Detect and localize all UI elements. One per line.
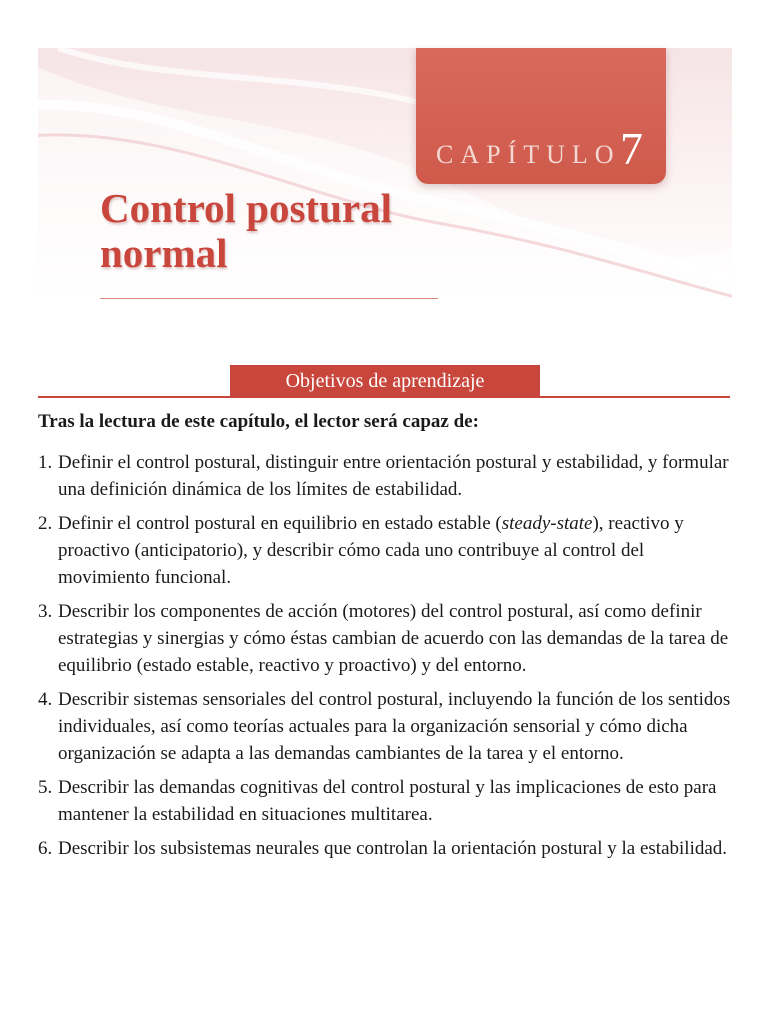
objective-number: 6. [38,838,53,859]
objective-number: 5. [38,777,53,798]
objective-text: Describir sistemas sensoriales del control postural, incluyendo la función de los sentidos individuales, así como teorías actuales para la organización sensorial y cómo dicha organización se adapta a las demandas cambiantes de la tarea y el entorno. [58,689,731,764]
objectives-intro: Tras la lectura de este capítulo, el lector será capaz de: [38,411,479,432]
objective-item-2 [38,510,738,591]
objective-number: 3. [38,601,53,622]
chapter-number: 7 [620,123,643,174]
objective-item-6 [38,835,738,862]
objective-text: Definir el control postural, distinguir entre orientación postural y estabilidad, y formular una definición dinámica de los límites de estabilidad. [58,452,729,500]
chapter-title-line-2: normal [100,230,228,276]
objective-text: Describir las demandas cognitivas del control postural y las implicaciones de esto para mantener la estabilidad en situaciones multitarea. [58,777,717,825]
objective-number: 2. [38,513,53,534]
objective-item-1 [38,449,738,503]
objective-item-3 [38,598,738,679]
objective-item-4 [38,686,738,767]
objective-text-end: ), reactivo y proactivo (anticipatorio), y describir cómo cada uno contribuye al control del movimiento funcional. [58,513,684,588]
objective-item-5 [38,774,738,828]
objectives-list [38,449,738,869]
objective-text-italic: steady-state [501,513,593,534]
chapter-title [100,186,392,276]
objective-number: 1. [38,452,53,473]
chapter-label: CAPÍTULO [436,140,621,169]
objective-text: Describir los subsistemas neurales que controlan la orientación postural y la estabilidad. [58,838,728,859]
objective-text-start: Definir el control postural en equilibrio en estado estable ( [58,513,502,534]
objective-text: Describir los componentes de acción (motores) del control postural, así como definir estrategias y sinergias y cómo éstas cambian de acuerdo con las demandas de la tarea de equilibrio (estado estable, reactivo y proactivo) y del entorno. [58,601,729,676]
chapter-title-line-1: Control postural [100,185,392,231]
objective-number: 4. [38,689,53,710]
title-divider [100,298,438,299]
objectives-heading: Objetivos de aprendizaje [230,365,540,397]
